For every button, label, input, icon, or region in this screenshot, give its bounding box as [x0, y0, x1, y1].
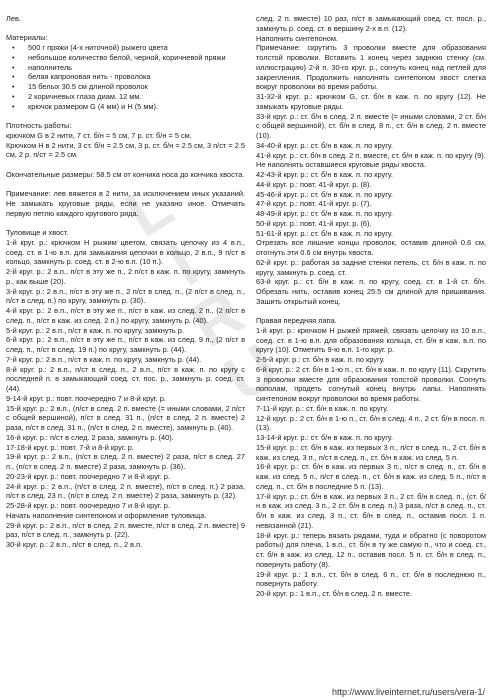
left-paragraph: 4-й круг. р.: 2 в.п., п/ст в эту же п., п/ст в каж. из след. 2 п., (2 п/ст в след. п., п/ст в каж. из след. 2 п.) по кругу, замкнуть р. (40).: [6, 306, 245, 325]
left-paragraph: 1-й круг. р.: крючком H рыжим цветом, связать цепочку из 4 в.п., соед. ст. в 1-ю в.п. для замыкания цепочки в кольцо, 2 в.п., 9 п/ст в кольцо, замкнуть р. соед. ст. в 2-ю в.п. (10 п.).: [6, 237, 245, 267]
right-paragraph: след. 2 п. вместе) 10 раз, п/ст в замыкающий соед. ст. посл. р., замкнуть р. соед. ст. в вершину 2-х в.п. (12).: [256, 14, 486, 33]
watermark: L I R U: [113, 168, 290, 416]
right-paragraph: 1-й круг. р.: крючком H рыжей пряжей, связать цепочку из 10 в.п., соед. ст. в 1-ю в.п. для образования кольца, ст. б/н в каж. в.п. по кругу (10). Отметить 9-ю в.п. 1-го круг. р.: [256, 325, 486, 355]
left-paragraph: крючком G в 2 нити, 7 ст. б/н = 5 см, 7 р. ст. б/н = 5 см.: [6, 130, 192, 140]
right-paragraph: 44-й круг. р.: повт. 41-й круг. р. (8).: [256, 179, 372, 189]
right-paragraph: 51-61-й круг. р.: ст. б/н в каж. п. по кругу.: [256, 228, 393, 238]
left-paragraph: 7-й круг. р.: 2 в.п., п/ст в каж. п. по кругу, замкнуть р. (44).: [6, 354, 202, 364]
left-paragraph: Примечание: лев вяжется в 2 нити, за исключением иных указаний. Не замыкать круговые ряды, если не указано иное. Отмечать первую петлю каждого кругового ряда.: [6, 189, 245, 218]
left-paragraph: • 15 белых 30.5 см длиной проволок: [6, 82, 245, 92]
right-paragraph: 63-й круг. р.: ст. б/н в каж. п. по кругу, соед. ст. в 1-й ст. б/н. Обрезать нить, оставив конец 25.5 см длиной для пришивания. Зашить открытый конец.: [256, 277, 486, 306]
left-paragraph: 19-й круг. р.: 2 в.п., (п/ст в след. 2 п. вместе) 2 раза, п/ст в след. 27 п., (п/ст в след. 2 п. вместе) 2 раза, замкнуть р. (36).: [6, 452, 245, 472]
right-paragraph: 34-40-й круг. р.: ст. б/н в каж. п. по кругу.: [256, 140, 393, 150]
right-paragraph: 7-11-й круг. р.: ст. б/н в каж. п. по кругу.: [256, 403, 389, 413]
left-paragraph: Лев.: [6, 14, 21, 23]
left-paragraph: Плотность работы:: [6, 121, 72, 131]
right-paragraph: 6-й круг. р.: 2 ст. б/н в 1-ю п., ст. б/н в каж. п. по кругу (11). Скрутить 3 проволки вместе для образования толстой проволки. Согнуть пополам, продеть согнутый конец внутрь лапы. Наполнять синтепоном вокруг проволоки во время работы.: [256, 364, 486, 404]
right-paragraph: 48-49-й круг. р.: ст. б/н в каж. п. по кругу.: [256, 209, 393, 218]
left-paragraph: Туловище и хвост.: [6, 228, 69, 238]
right-paragraph: 13-14-й круг. р.: ст. б/н в каж. п. по кругу.: [256, 433, 393, 443]
right-paragraph: 45-46-й круг. р.: ст. б/н в каж. п. по кругу.: [256, 189, 393, 199]
left-paragraph: 29-й круг. р.: 2 в.п., п/ст в след. 2 п. вместе, п/ст в след. 2 п. вместе) 9 раз, п/ст в след. п., замкнуть р. (22).: [6, 520, 245, 540]
left-paragraph: • небольшое количество белой, черной, коричневой пряжи: [6, 53, 245, 63]
right-paragraph: 16-й круг. р.: ст. б/н в каж. из первых 3 п., п/ст в след. п., ст. б/н в каж. из след. 5 п., п/ст в след. п., ст. б/н в каж. из след. 5 п., п/ст в след. п., ст. б/н в последние 5 п. (13).: [256, 462, 486, 491]
left-paragraph: 9-14-й круг. р.: повт. поочередно 7 и 8-й круг. р.: [6, 393, 166, 403]
right-paragraph: Примечание: скрутить 3 проволки вместе для образования толстой проволки. Вставить 1 конец через заднюю стенку (см. иллюстрацию) 2-й п. 30-го круг. р., согнуть конец над петлей для закрепления. Продолжить наполнять синтепоном хвост слегка вокруг проволоки во время работы.: [256, 43, 486, 92]
left-paragraph: • наполнитель: [6, 63, 245, 73]
left-paragraph: 3-й круг. р.: 2 в.п., п/ст в эту же п., 2 п/ст в след. п., (2 п/ст в след. п., п/ст в след. п.) по кругу, замкнуть р. (30).: [6, 286, 245, 306]
right-paragraph: Отрезать все лишние концы проволок, оставив длиной 0.6 см, отогнуть эти 0.6 см внутрь хвоста.: [256, 238, 486, 257]
left-paragraph: 8-й круг. р.: 2 в.п., п/ст в след. п., 2 в.п., п/ст в каж. п. по кругу с последней п. в замыкающий соед. ст. пос. р., замкнуть р. соед. ст. (44).: [6, 364, 245, 394]
right-paragraph: 41-й круг. р.: ст. б/н в след. 2 п. вместе, ст. б/н в каж. п. по кругу (9).: [256, 150, 486, 160]
right-paragraph: Не наполнять оставшиеся круговые ряды хвоста.: [256, 160, 426, 170]
right-paragraph: 31-32-й круг. р.: крючком G, ст. б/н в каж. п. по кругу (12). Не замыкать круговые ряды.: [256, 92, 486, 111]
right-paragraph: 2-5-й круг. р.: ст. б/н в каж. п. по кругу.: [256, 355, 385, 365]
left-paragraph: 5-й круг. р.: 2 в.п., п/ст в каж. п. по кругу, замкнуть р.: [6, 325, 184, 335]
left-paragraph: • белая капроновая нить - проволока: [6, 72, 245, 82]
left-paragraph: 24-й круг. р.: 2 в.п., (п/ст в след. 2 п. вместе), п/ст в след. п.) 2 раза, п/ст в след. 23 п., (п/ст в след. 2 п. вместе) 2 раза, замкнуть р. (32).: [6, 481, 245, 501]
right-paragraph: Правая передняя лапа.: [256, 316, 337, 326]
left-column: [6, 14, 245, 550]
right-paragraph: 18-й круг. р.: теперь вязать рядами, туда и обратно (с поворотом работы) для плеча, 1 в.п., ст. б/н в ту же самую п., что и соед. ст., ст. б/н в каж. из след. 12 п., оставив посл. 5 п. ст. б/н в след. п., повернуть работу (8).: [256, 530, 486, 569]
right-paragraph: 47-й круг. р.: повт. 41-й круг. р. (7).: [256, 199, 372, 209]
left-paragraph: 25-28-й круг. р.: повт. поочередно 7 и 8-й круг. р.: [6, 501, 170, 511]
left-paragraph: Начать наполнение синтепоном и оформление туловища.: [6, 510, 207, 520]
right-paragraph: 20-й круг. р.: 1 в.п., ст. б/н в след. 2 п. вместе.: [256, 589, 412, 599]
right-paragraph: Наполнить синтепоном.: [256, 33, 338, 43]
right-paragraph: 17-й круг. р.: ст. б/н в каж. из первых 3 п., 2 ст. б/н в след. п., (ст. б/н в каж. из след. 3 п., 2 ст. б/н в след. п.) 3 раза, п/ст в след. п., ст. б/н в каж. из след. 3 п., ст. б/н в след. п., оставив посл. 1 п. невязанной (21).: [256, 491, 486, 530]
left-paragraph: 17-18-й круг. р.: повт. 7-й и 8-й круг. р.: [6, 442, 134, 452]
right-paragraph: 19-й круг. р.: 1 в.п., ст. б/н в след. 6 п., ст. б/н в последнюю п., повернуть работу.: [256, 569, 486, 589]
left-paragraph: 30-й круг. р.: 2 в.п., п/ст в след. п., 2 в.п.: [6, 540, 143, 550]
footer-url[interactable]: http://www.liveinternet.ru/users/vera-1/: [331, 687, 485, 697]
left-paragraph: Окончательные размеры: 58.5 см от кончика носа до кончика хвоста.: [6, 169, 245, 179]
left-paragraph: 20-23-й круг. р.: повт. поочередно 7 и 8-й круг. р.: [6, 471, 170, 481]
right-column: [256, 14, 486, 599]
right-paragraph: 50-й круг. р.: повт. 41-й круг. р. (6).: [256, 218, 372, 228]
right-paragraph: 15-й круг. р.: ст. б/н в каж. из первых 3 п., п/ст в след. п., 2 ст. б/н в каж. из след. 3 п., п/ст в след. п., ст. б/н в каж. из след. 5 п.: [256, 442, 486, 462]
left-paragraph: 6-й круг. р.: 2 в.п., п/ст в эту же п., п/ст в каж. из след. 9 п., (2 п/ст в след. п., п/ст в след. 19 п.) по кругу, замкнуть р. (44).: [6, 335, 245, 355]
left-paragraph: 15-й круг. р.: 2 в.п., (п/ст в след. 2 п. вместе (= иными словами, 2 п/ст с общей вершиной), п/ст в след. 31 п., (п/ст в след. 2 п. вместе) 2 раза, п/ст в след. 31 п., (п/ст в след. 2 п. вместе), замкнуть р. (40).: [6, 403, 245, 433]
left-paragraph: • 500 г пряжи (4-х ниточной) рыжего цвета: [6, 43, 245, 53]
left-paragraph: 16-й круг. р.: п/ст в след. 2 раза, замкнуть р. (40).: [6, 432, 174, 442]
left-paragraph: Материалы:: [6, 33, 48, 43]
right-paragraph: 33-й круг. р.: ст. б/н в след. 2 п. вместе (= иными словами, 2 ст. б/н с общей вершиной), ст. б/н в след. 8 п., ст. б/н в след. 2 п. вместе (10).: [256, 111, 486, 140]
right-paragraph: 42-43-й круг. р.: ст. б/н в каж. п. по кругу.: [256, 170, 393, 179]
left-paragraph: Крючком H в 2 нити, 3 ст. б/н = 2.5 см, 3 р. ст. б/н = 2.5 см, 3 п/ст = 2.5 см, 2 р. п/ст = 2.5 см.: [6, 140, 245, 160]
right-paragraph: 62-й круг. р.: работая за задние стенки петель, ст. б/н в каж. п. по кругу, замкнуть р. соед. ст.: [256, 257, 486, 277]
right-paragraph: 12-й круг. р.: 2 ст. б/н в 1-ю п., ст. б/н в след. 4 п., 2 ст. б/н в посл. п. (13).: [256, 413, 486, 433]
left-paragraph: • 2 коричневых глаза диам. 12 мм.: [6, 92, 245, 102]
left-paragraph: • крючок размером G (4 мм) и H (5 мм).: [6, 102, 245, 112]
left-paragraph: 2-й круг. р.: 2 в.п., п/ст в эту же п., 2 п/ст в каж. п. по кругу, замкнуть р., как выше (20).: [6, 267, 245, 286]
